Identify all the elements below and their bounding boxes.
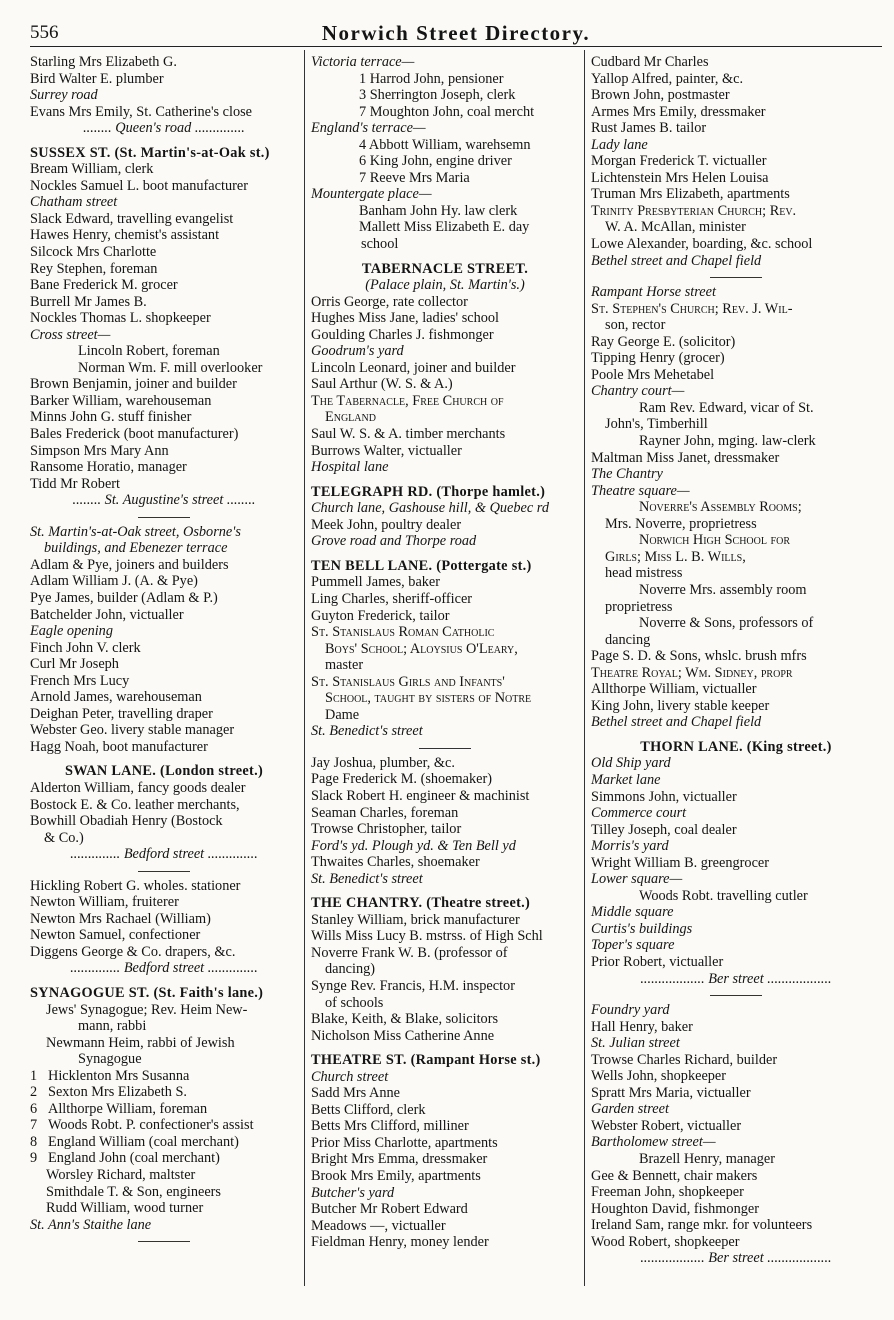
street-heading: SYNAGOGUE ST. (St. Faith's lane.) — [30, 984, 264, 1001]
street-divider: ........ St. Augustine's street ........ — [72, 492, 256, 509]
directory-entry: Stanley William, brick manufacturer — [311, 911, 520, 928]
directory-entry: St. Stanislaus Roman Catholic — [311, 624, 495, 641]
directory-entry: Guyton Frederick, tailor — [311, 607, 450, 624]
location-subheading: The Chantry — [591, 466, 663, 483]
directory-entry: Hall Henry, baker — [591, 1018, 693, 1035]
directory-entry: Spratt Mrs Maria, victualler — [591, 1084, 751, 1101]
directory-entry: Prior Robert, victualler — [591, 953, 724, 970]
location-subheading: St. Julian street — [591, 1035, 680, 1052]
section-separator — [138, 1241, 190, 1242]
location-subheading: Mountergate place— — [311, 186, 432, 203]
directory-entry: school — [361, 236, 399, 253]
directory-entry: Prior Miss Charlotte, apartments — [311, 1134, 498, 1151]
street-divider: ........ Queen's road .............. — [83, 120, 245, 137]
directory-entry: Webster Geo. livery stable manager — [30, 722, 235, 739]
directory-entry: 3 Sherrington Joseph, clerk — [359, 87, 516, 104]
directory-entry: Nicholson Miss Catherine Anne — [311, 1027, 495, 1044]
location-subheading: Lady lane — [591, 136, 648, 153]
directory-entry: Hughes Miss Jane, ladies' school — [311, 310, 500, 327]
directory-entry — [30, 1150, 298, 1167]
directory-entry: mann, rabbi — [78, 1018, 147, 1035]
house-number: 1 — [30, 1067, 38, 1084]
directory-entry — [30, 1068, 298, 1085]
directory-entry: Burrell Mr James B. — [30, 293, 147, 310]
directory-entry: Slack Robert H. engineer & machinist — [311, 787, 530, 804]
location-subheading: England's terrace— — [311, 120, 426, 137]
location-subheading: Toper's square — [591, 937, 675, 954]
directory-entry — [30, 1134, 298, 1151]
directory-entry: Butcher Mr Robert Edward — [311, 1201, 468, 1218]
directory-entry: Boys' School; Aloysius O'Leary, — [325, 640, 518, 657]
page-number: 556 — [30, 22, 59, 43]
directory-entry: Saul Arthur (W. S. & A.) — [311, 376, 453, 393]
directory-entry: Newton Samuel, confectioner — [30, 927, 201, 944]
directory-entry: Synagogue — [78, 1051, 142, 1068]
directory-entry: 4 Abbott William, warehsemn — [359, 136, 531, 153]
location-subheading: Curtis's buildings — [591, 920, 693, 937]
directory-entry: Alderton William, fancy goods dealer — [30, 779, 246, 796]
directory-entry: Bales Frederick (boot manufacturer) — [30, 426, 239, 443]
street-heading: THE CHANTRY. (Theatre street.) — [311, 895, 531, 912]
directory-entry: 1 Harrod John, pensioner — [359, 70, 504, 87]
directory-entry: Seaman Charles, foreman — [311, 804, 459, 821]
directory-entry: Poole Mrs Mehetabel — [591, 366, 715, 383]
directory-entry: St. Stephen's Church; Rev. J. Wil- — [591, 300, 793, 317]
directory-entry: Saul W. S. & A. timber merchants — [311, 426, 506, 443]
directory-entry: King John, livery stable keeper — [591, 697, 770, 714]
directory-entry: Newmann Heim, rabbi of Jewish — [46, 1034, 235, 1051]
directory-entry: Rayner John, mging. law-clerk — [639, 433, 816, 450]
directory-entry: Smithdale T. & Son, engineers — [46, 1183, 221, 1200]
directory-entry: Noverre Frank W. B. (professor of — [311, 944, 508, 961]
location-subheading: Bartholomew street— — [591, 1134, 716, 1151]
street-heading: TELEGRAPH RD. (Thorpe hamlet.) — [311, 483, 546, 500]
section-separator — [419, 748, 471, 749]
directory-entry: Bright Mrs Emma, dressmaker — [311, 1151, 488, 1168]
entry-text: Hicklenton Mrs Susanna — [48, 1067, 190, 1084]
directory-entry: Norman Wm. F. mill overlooker — [78, 359, 263, 376]
directory-entry: 7 Moughton John, coal mercht — [359, 103, 535, 120]
directory-entry: Simmons John, victualler — [591, 788, 737, 805]
directory-entry: Burrows Walter, victualler — [311, 442, 462, 459]
location-subheading: Church street — [311, 1068, 389, 1085]
directory-entry: son, rector — [605, 317, 666, 334]
street-heading: THEATRE ST. (Rampant Horse st.) — [311, 1052, 541, 1069]
directory-entry: W. A. McAllan, minister — [605, 219, 746, 236]
location-subheading: Commerce court — [591, 805, 687, 822]
location-subheading: Eagle opening — [30, 623, 113, 640]
entry-text: Woods Robt. P. confectioner's assist — [48, 1117, 254, 1134]
directory-entry: Simpson Mrs Mary Ann — [30, 442, 169, 459]
directory-entry: Noverre's Assembly Rooms; — [639, 499, 802, 516]
location-subheading: Lower square— — [591, 871, 683, 888]
directory-entry: 6 King John, engine driver — [359, 153, 512, 170]
directory-entry: Fieldman Henry, money lender — [311, 1234, 489, 1251]
directory-entry: Page Frederick M. (shoemaker) — [311, 771, 493, 788]
entry-text: Sexton Mrs Elizabeth S. — [48, 1084, 187, 1101]
street-divider: .................. Ber street .................. — [640, 1250, 832, 1267]
location-subheading: Foundry yard — [591, 1002, 670, 1019]
street-divider: .............. Bedford street .............. — [70, 846, 258, 863]
directory-entry: Ram Rev. Edward, vicar of St. — [639, 399, 814, 416]
column-divider — [304, 50, 305, 1286]
house-number: 7 — [30, 1117, 38, 1134]
directory-entry: England — [325, 409, 376, 426]
directory-entry: Ling Charles, sheriff-officer — [311, 590, 473, 607]
directory-entry: Brazell Henry, manager — [639, 1151, 776, 1167]
directory-entry: Diggens George & Co. drapers, &c. — [30, 943, 236, 960]
directory-entry: Hawes Henry, chemist's assistant — [30, 227, 220, 244]
directory-entry: Bird Walter E. plumber — [30, 70, 164, 87]
directory-entry: Trowse Christopher, tailor — [311, 821, 462, 838]
directory-entry: Dame — [325, 706, 360, 723]
directory-entry: Bostock E. & Co. leather merchants, — [30, 796, 240, 813]
street-heading: TABERNACLE STREET. — [361, 260, 529, 277]
section-separator — [710, 995, 762, 996]
location-subheading: Rampant Horse street — [591, 284, 716, 301]
directory-entry: 7 Reeve Mrs Maria — [359, 169, 470, 186]
directory-entry: Rey Stephen, foreman — [30, 260, 158, 277]
location-subheading: Chantry court— — [591, 383, 685, 400]
directory-entry: Bream William, clerk — [30, 161, 154, 178]
directory-entry: Synge Rev. Francis, H.M. inspector — [311, 977, 515, 994]
directory-entry: Slack Edward, travelling evangelist — [30, 210, 234, 227]
street-heading: SUSSEX ST. (St. Martin's-at-Oak st.) — [30, 144, 270, 161]
directory-entry: Mrs. Noverre, proprietress — [605, 515, 757, 532]
directory-entry: master — [325, 657, 364, 674]
directory-entry: dancing) — [325, 961, 376, 978]
street-heading: THORN LANE. (King street.) — [640, 738, 832, 755]
directory-entry: Thwaites Charles, shoemaker — [311, 854, 480, 871]
directory-entry: School, taught by sisters of Notre — [325, 690, 532, 707]
directory-entry: Allthorpe William, victualler — [591, 681, 757, 698]
directory-entry: Bane Frederick M. grocer — [30, 277, 178, 294]
location-subheading: (Palace plain, St. Martin's.) — [365, 277, 525, 294]
directory-entry: Newton Mrs Rachael (William) — [30, 910, 211, 927]
location-subheading: Market lane — [591, 771, 661, 788]
location-subheading: Victoria terrace— — [311, 54, 415, 70]
directory-entry: Lincoln Robert, foreman — [78, 343, 220, 360]
directory-entry: Bowhill Obadiah Henry (Bostock — [30, 813, 223, 830]
location-subheading: Bethel street and Chapel field — [591, 252, 762, 269]
directory-entry: Tilley Joseph, coal dealer — [591, 821, 737, 838]
directory-entry: Truman Mrs Elizabeth, apartments — [591, 186, 790, 203]
location-subheading: Goodrum's yard — [311, 343, 404, 360]
directory-entry: Curl Mr Joseph — [30, 656, 119, 673]
directory-entry: Silcock Mrs Charlotte — [30, 244, 157, 261]
location-subheading: Chatham street — [30, 194, 118, 211]
directory-entry: Armes Mrs Emily, dressmaker — [591, 103, 766, 120]
directory-entry: of schools — [325, 994, 384, 1011]
directory-entry: Gee & Bennett, chair makers — [591, 1167, 758, 1184]
directory-entry: Blake, Keith, & Blake, solicitors — [311, 1011, 499, 1028]
location-subheading: Hospital lane — [311, 459, 389, 476]
location-subheading: Morris's yard — [591, 838, 669, 855]
directory-entry: Sadd Mrs Anne — [311, 1085, 400, 1102]
location-subheading: St. Benedict's street — [311, 723, 423, 740]
section-separator — [710, 277, 762, 278]
directory-entry: Brown John, postmaster — [591, 87, 730, 104]
location-subheading: St. Benedict's street — [311, 870, 423, 887]
location-subheading: Bethel street and Chapel field — [591, 714, 762, 731]
directory-entry: Lichtenstein Mrs Helen Louisa — [591, 169, 769, 186]
location-subheading: Garden street — [591, 1101, 669, 1118]
directory-entry — [30, 1117, 298, 1134]
directory-entry: Rust James B. tailor — [591, 120, 707, 137]
directory-entry: Banham John Hy. law clerk — [359, 202, 518, 219]
directory-entry — [30, 1084, 298, 1101]
location-subheading: Grove road and Thorpe road — [311, 533, 477, 550]
directory-entry: Pummell James, baker — [311, 574, 441, 591]
page-title: Norwich Street Directory. — [321, 21, 591, 45]
directory-entry: Girls; Miss L. B. Wills, — [605, 548, 746, 565]
directory-entry: Worsley Richard, maltster — [46, 1167, 196, 1183]
section-separator — [138, 517, 190, 518]
directory-entry: Jay Joshua, plumber, &c. — [311, 754, 455, 771]
location-subheading: Theatre square— — [591, 482, 690, 499]
directory-entry: Deighan Peter, travelling draper — [30, 705, 213, 722]
directory-entry: Ray George E. (solicitor) — [591, 333, 736, 350]
directory-entry: Wood Robert, shopkeeper — [591, 1233, 740, 1250]
directory-entry: Webster Robert, victualler — [591, 1117, 742, 1134]
directory-entry: Brown Benjamin, joiner and builder — [30, 376, 237, 393]
location-subheading: Butcher's yard — [311, 1184, 395, 1201]
section-separator — [138, 871, 190, 872]
location-subheading: Church lane, Gashouse hill, & Quebec rd — [311, 500, 549, 517]
directory-entry: Woods Robt. travelling cutler — [639, 887, 808, 904]
directory-entry: Adlam William J. (A. & Pye) — [30, 573, 198, 590]
house-number: 9 — [30, 1150, 38, 1167]
directory-entry: Wills Miss Lucy B. mstrss. of High Schl — [311, 928, 543, 945]
directory-entry: Wright William B. greengrocer — [591, 854, 770, 871]
directory-entry: Page S. D. & Sons, whslc. brush mfrs — [591, 648, 807, 665]
street-heading: SWAN LANE. (London street.) — [64, 763, 264, 780]
house-number: 2 — [30, 1084, 38, 1101]
location-subheading: Ford's yd. Plough yd. & Ten Bell yd — [311, 837, 516, 854]
directory-entry: Batchelder John, victualler — [30, 606, 184, 623]
directory-entry: Maltman Miss Janet, dressmaker — [591, 449, 780, 466]
directory-entry: Lincoln Leonard, joiner and builder — [311, 359, 516, 376]
directory-entry: Minns John G. stuff finisher — [30, 409, 192, 426]
directory-entry: Jews' Synagogue; Rev. Heim New- — [46, 1001, 248, 1018]
directory-entry: Betts Mrs Clifford, milliner — [311, 1118, 469, 1135]
page-header — [30, 22, 882, 46]
house-number: 8 — [30, 1133, 38, 1150]
directory-entry: Betts Clifford, clerk — [311, 1101, 426, 1118]
street-divider: .............. Bedford street .............. — [70, 960, 258, 977]
directory-entry: Wells John, shopkeeper — [591, 1068, 727, 1085]
directory-entry: Mallett Miss Elizabeth E. day — [359, 219, 530, 236]
directory-entry: proprietress — [605, 598, 673, 615]
location-subheading: Old Ship yard — [591, 755, 671, 772]
directory-column-2 — [311, 54, 579, 1251]
location-subheading: Surrey road — [30, 87, 98, 104]
directory-entry: Norwich High School for — [639, 532, 790, 549]
entry-text: Allthorpe William, foreman — [48, 1100, 208, 1117]
header-rule — [30, 46, 882, 47]
directory-entry: & Co.) — [44, 829, 84, 846]
directory-entry: Cudbard Mr Charles — [591, 54, 709, 70]
directory-entry: Meadows —, victualler — [311, 1217, 446, 1234]
directory-entry: Tipping Henry (grocer) — [591, 350, 725, 367]
directory-entry: Freeman John, shopkeeper — [591, 1184, 744, 1201]
directory-entry: Theatre Royal; Wm. Sidney, propr — [591, 664, 793, 681]
directory-entry: Nockles Thomas L. shopkeeper — [30, 310, 211, 327]
location-subheading: St. Martin's-at-Oak street, Osborne's — [30, 523, 241, 540]
directory-entry: Orris George, rate collector — [311, 293, 468, 310]
directory-entry: Meek John, poultry dealer — [311, 516, 462, 533]
directory-entry: Adlam & Pye, joiners and builders — [30, 556, 229, 573]
entry-text: England William (coal merchant) — [48, 1133, 239, 1150]
directory-entry: Trinity Presbyterian Church; Rev. — [591, 202, 797, 219]
directory-entry: The Tabernacle, Free Church of — [311, 392, 504, 409]
directory-column-1 — [30, 54, 298, 1248]
directory-entry: Lowe Alexander, boarding, &c. school — [591, 236, 813, 253]
directory-entry: Evans Mrs Emily, St. Catherine's close — [30, 103, 253, 120]
directory-entry: Newton William, fruiterer — [30, 894, 179, 911]
directory-entry: Noverre Mrs. assembly room — [639, 581, 807, 598]
directory-entry: Finch John V. clerk — [30, 639, 141, 656]
street-heading: TEN BELL LANE. (Pottergate st.) — [311, 557, 532, 574]
directory-entry: Morgan Frederick T. victualler — [591, 153, 767, 170]
directory-entry: Houghton David, fishmonger — [591, 1200, 759, 1217]
location-subheading: St. Ann's Staithe lane — [30, 1216, 152, 1233]
directory-entry: head mistress — [605, 565, 683, 582]
directory-entry: Rudd William, wood turner — [46, 1200, 204, 1217]
directory-entry: Trowse Charles Richard, builder — [591, 1051, 778, 1068]
directory-entry: Noverre & Sons, professors of — [639, 615, 814, 632]
directory-entry: Nockles Samuel L. boot manufacturer — [30, 177, 248, 194]
directory-entry — [30, 1101, 298, 1118]
directory-entry: Hickling Robert G. wholes. stationer — [30, 877, 241, 894]
house-number: 6 — [30, 1100, 38, 1117]
directory-entry: Barker William, warehouseman — [30, 392, 212, 409]
directory-entry: dancing — [605, 631, 651, 648]
directory-entry: Hagg Noah, boot manufacturer — [30, 738, 208, 755]
directory-entry: Brook Mrs Emily, apartments — [311, 1168, 481, 1184]
location-subheading: buildings, and Ebenezer terrace — [44, 540, 228, 557]
directory-entry: Ransome Horatio, manager — [30, 459, 187, 476]
location-subheading: Middle square — [591, 904, 674, 921]
directory-entry: Yallop Alfred, painter, &c. — [591, 70, 744, 87]
directory-entry: Tidd Mr Robert — [30, 475, 121, 492]
directory-entry: St. Stanislaus Girls and Infants' — [311, 673, 505, 690]
directory-entry: Ireland Sam, range mkr. for volunteers — [591, 1217, 813, 1234]
directory-entry: Pye James, builder (Adlam & P.) — [30, 589, 218, 606]
directory-entry: Starling Mrs Elizabeth G. — [30, 54, 177, 70]
directory-entry: Arnold James, warehouseman — [30, 689, 202, 706]
directory-entry: French Mrs Lucy — [30, 672, 130, 689]
entry-text: England John (coal merchant) — [48, 1150, 220, 1167]
column-divider — [584, 50, 585, 1286]
location-subheading: Cross street— — [30, 326, 111, 343]
directory-column-3 — [591, 54, 881, 1267]
street-divider: .................. Ber street .................. — [640, 970, 832, 987]
directory-entry: Goulding Charles J. fishmonger — [311, 326, 494, 343]
directory-entry: John's, Timberhill — [605, 416, 708, 433]
